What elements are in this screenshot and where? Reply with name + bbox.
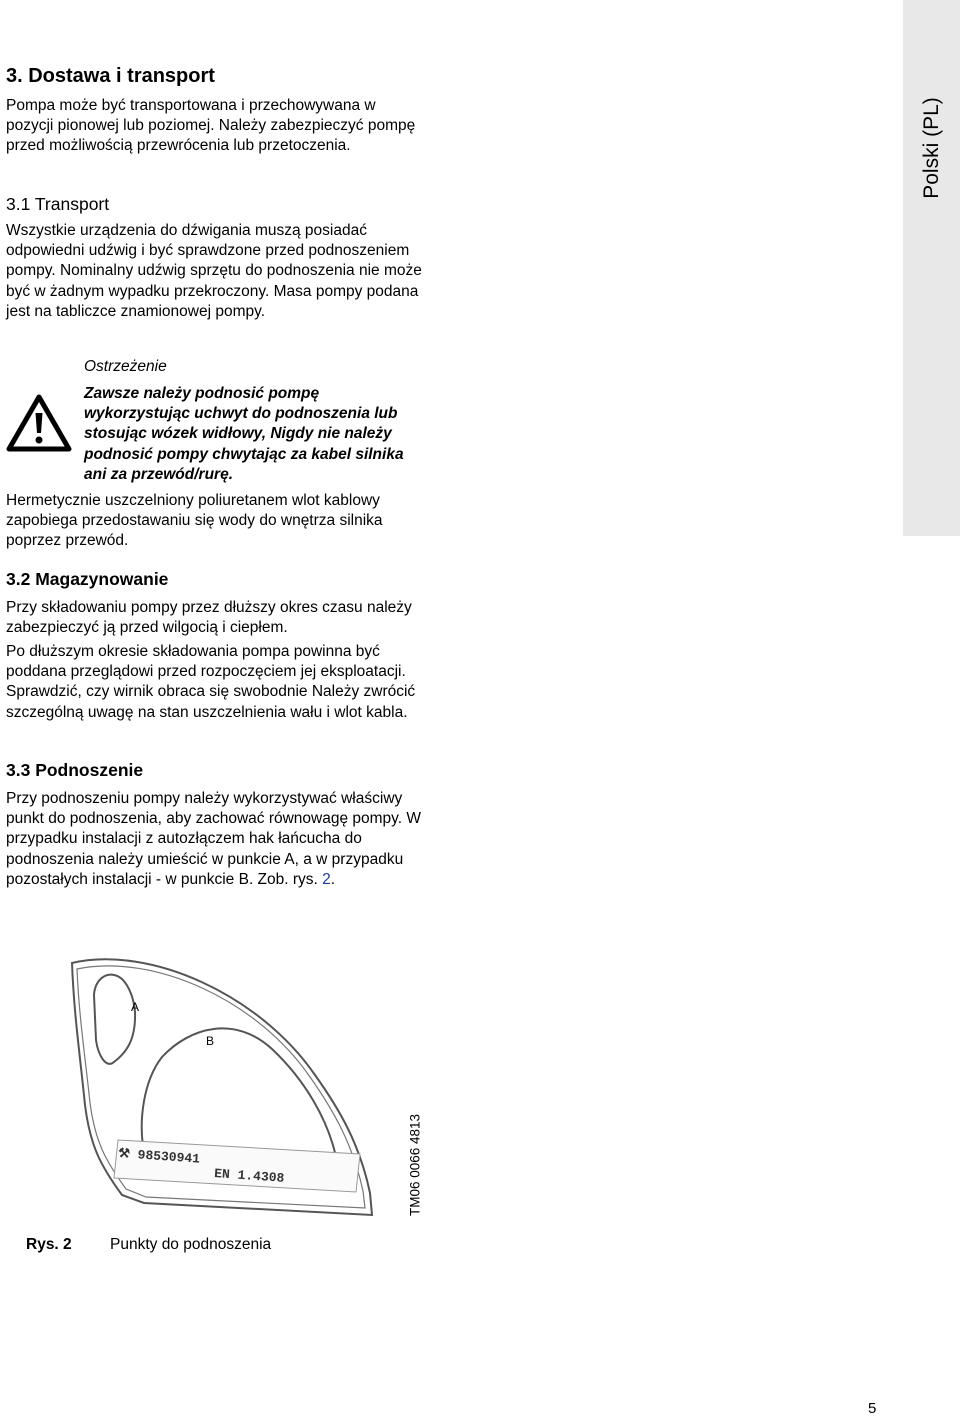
warning-triangle-icon xyxy=(6,394,72,452)
section-3-2-paragraph-2: Po dłuższym okresie składowania pompa powinna być poddana przeglądowi przed rozpoczęciem jej eksploatacji. Sprawdzić, czy wirnik obraca się swobodnie Należy zwrócić szczególną uwagę na stan uszczelnienia wału i wlot kabla. xyxy=(6,643,416,721)
section-3-3-text xyxy=(6,789,426,890)
figure-code: TM06 0066 4813 xyxy=(407,1113,423,1217)
warning-text: Zawsze należy podnosić pompę wykorzystując uchwyt do podnoszenia lub stosując wózek widłowy, Nigdy nie należy podnosić pompy chwytając za kabel silnika ani za przewód/rurę. xyxy=(84,385,404,483)
plate-material-code: EN 1.4308 xyxy=(213,1166,285,1186)
lifting-bracket-drawing xyxy=(60,945,390,1235)
language-side-tab xyxy=(903,0,960,536)
plate-number-text: 98530941 xyxy=(137,1147,201,1167)
section-3-2-paragraph-1: Przy składowaniu pompy przez dłuższy okres czasu należy zabezpieczyć ją przed wilgocią i ciepłem. xyxy=(6,599,412,637)
section-3-intro: Pompa może być transportowana i przechowywana w pozycji pionowej lub poziomej. Należy zabezpieczyć pompę przed możliwością przewrócenia lub przetoczenia. xyxy=(6,97,416,155)
section-3-2-title: 3.2 Magazynowanie xyxy=(6,569,169,589)
figure-caption-number: Rys. 2 xyxy=(26,1236,72,1253)
plate-serial-number: ⚒ 98530941 xyxy=(117,1146,201,1167)
warning-title: Ostrzeżenie xyxy=(84,358,167,375)
section-3-3-title: 3.3 Podnoszenie xyxy=(6,760,144,780)
section-3-1-title: 3.1 Transport xyxy=(6,194,110,214)
figure-caption-text: Punkty do podnoszenia xyxy=(110,1236,272,1253)
language-tab-label: Polski (PL) xyxy=(920,97,943,199)
page-number: 5 xyxy=(868,1400,877,1417)
lifting-point-a-label: A xyxy=(131,1000,140,1014)
section-3-1-text: Wszystkie urządzenia do dźwigania muszą posiadać odpowiedni udźwig i być sprawdzone przed podnoszeniem pompy. Nominalny udźwig sprzętu do podnoszenia nie może być w żadnym wypadku przekroczony. Masa pompy podana jest na tabliczce znamionowej pompy. xyxy=(6,222,422,320)
section-3-3-text-end: . xyxy=(330,870,336,888)
lifting-point-b-label: B xyxy=(206,1034,215,1048)
cable-seal-paragraph: Hermetycznie uszczelniony poliuretanem wlot kablowy zapobiega przedostawaniu się wody do wnętrza silnika poprzez przewód. xyxy=(6,492,383,550)
section-3-title: 3. Dostawa i transport xyxy=(6,65,215,87)
figure-reference-link[interactable]: 2 xyxy=(322,870,331,888)
section-3-3-text-main: Przy podnoszeniu pompy należy wykorzystywać właściwy punkt do podnoszenia, aby zachować równowagę pompy. W przypadku instalacji z autozłączem hak łańcucha do podnoszenia należy umieścić w punkcie A, a w przypadku pozostałych instalacji - w punkcie B. Zob. rys. xyxy=(6,790,422,888)
